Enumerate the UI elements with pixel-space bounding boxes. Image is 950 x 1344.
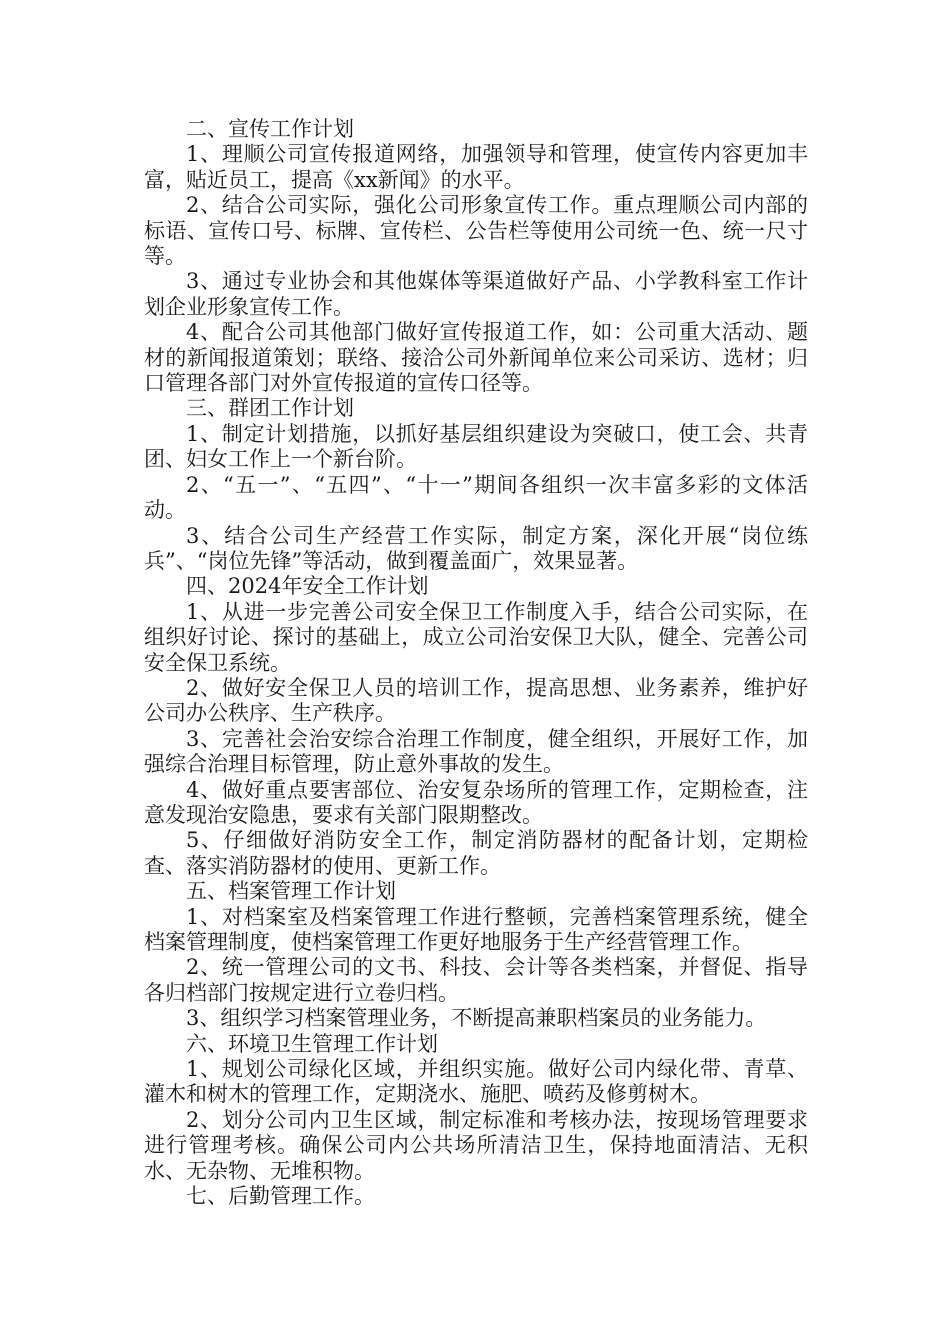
section-heading-safety: 四、2024年安全工作计划	[186, 574, 429, 599]
section-heading-publicity: 二、宣传工作计划	[186, 117, 354, 141]
paragraph: 2、做好安全保卫人员的培训工作，提高思想、业务素养，维护好公司办公秩序、生产秩序。	[144, 675, 808, 726]
section-heading-logistics: 七、后勤管理工作。	[186, 1184, 375, 1209]
section-heading-mass-organizations: 三、群团工作计划	[186, 396, 354, 421]
section-heading-environment: 六、环境卫生管理工作计划	[186, 1031, 438, 1056]
paragraph: 2、结合公司实际，强化公司形象宣传工作。重点理顺公司内部的标语、宣传口号、标牌、宣传栏、公告栏等使用公司统一色、统一尺寸等。	[144, 193, 808, 269]
document-page	[144, 117, 808, 1209]
paragraph: 3、完善社会治安综合治理工作制度，健全组织，开展好工作，加强综合治理目标管理，防止意外事故的发生。	[144, 726, 808, 777]
paragraph: 1、制定计划措施，以抓好基层组织建设为突破口，使工会、共青团、妇女工作上一个新台阶。	[144, 421, 808, 472]
section-heading-archives: 五、档案管理工作计划	[186, 879, 396, 904]
paragraph: 1、规划公司绿化区域，并组织实施。做好公司内绿化带、青草、灌木和树木的管理工作，定期浇水、施肥、喷药及修剪树木。	[144, 1057, 808, 1107]
paragraph: 1、理顺公司宣传报道网络，加强领导和管理，使宣传内容更加丰富，贴近员工，提高《xx新闻》的水平。	[144, 142, 808, 192]
paragraph: 2、统一管理公司的文书、科技、会计等各类档案，并督促、指导各归档部门按规定进行立卷归档。	[144, 955, 808, 1005]
paragraph: 4、做好重点要害部位、治安复杂场所的管理工作，定期检查，注意发现治安隐患，要求有关部门限期整改。	[144, 777, 808, 827]
paragraph: 4、配合公司其他部门做好宣传报道工作，如：公司重大活动、题材的新闻报道策划；联络、接洽公司外新闻单位来公司采访、选材；归口管理各部门对外宣传报道的宣传口径等。	[144, 320, 808, 396]
paragraph: 5、仔细做好消防安全工作，制定消防器材的配备计划，定期检查、落实消防器材的使用、更新工作。	[144, 828, 808, 878]
paragraph: 3、结合公司生产经营工作实际，制定方案，深化开展“岗位练兵”、“岗位先锋”等活动，做到覆盖面广，效果显著。	[144, 523, 808, 573]
paragraph: 3、通过专业协会和其他媒体等渠道做好产品、小学教科室工作计划企业形象宣传工作。	[144, 269, 808, 319]
paragraph: 1、对档案室及档案管理工作进行整顿，完善档案管理系统，健全档案管理制度，使档案管理工作更好地服务于生产经营管理工作。	[144, 904, 808, 954]
paragraph: 1、从进一步完善公司安全保卫工作制度入手，结合公司实际，在组织好讨论、探讨的基础上，成立公司治安保卫大队，健全、完善公司安全保卫系统。	[144, 599, 808, 675]
paragraph: 2、划分公司内卫生区域，制定标准和考核办法，按现场管理要求进行管理考核。确保公司内公共场所清洁卫生，保持地面清洁、无积水、无杂物、无堆积物。	[144, 1107, 808, 1183]
paragraph: 2、“五一”、“五四”、“十一”期间各组织一次丰富多彩的文体活动。	[144, 472, 808, 523]
paragraph: 3、组织学习档案管理业务，不断提高兼职档案员的业务能力。	[186, 1006, 767, 1031]
